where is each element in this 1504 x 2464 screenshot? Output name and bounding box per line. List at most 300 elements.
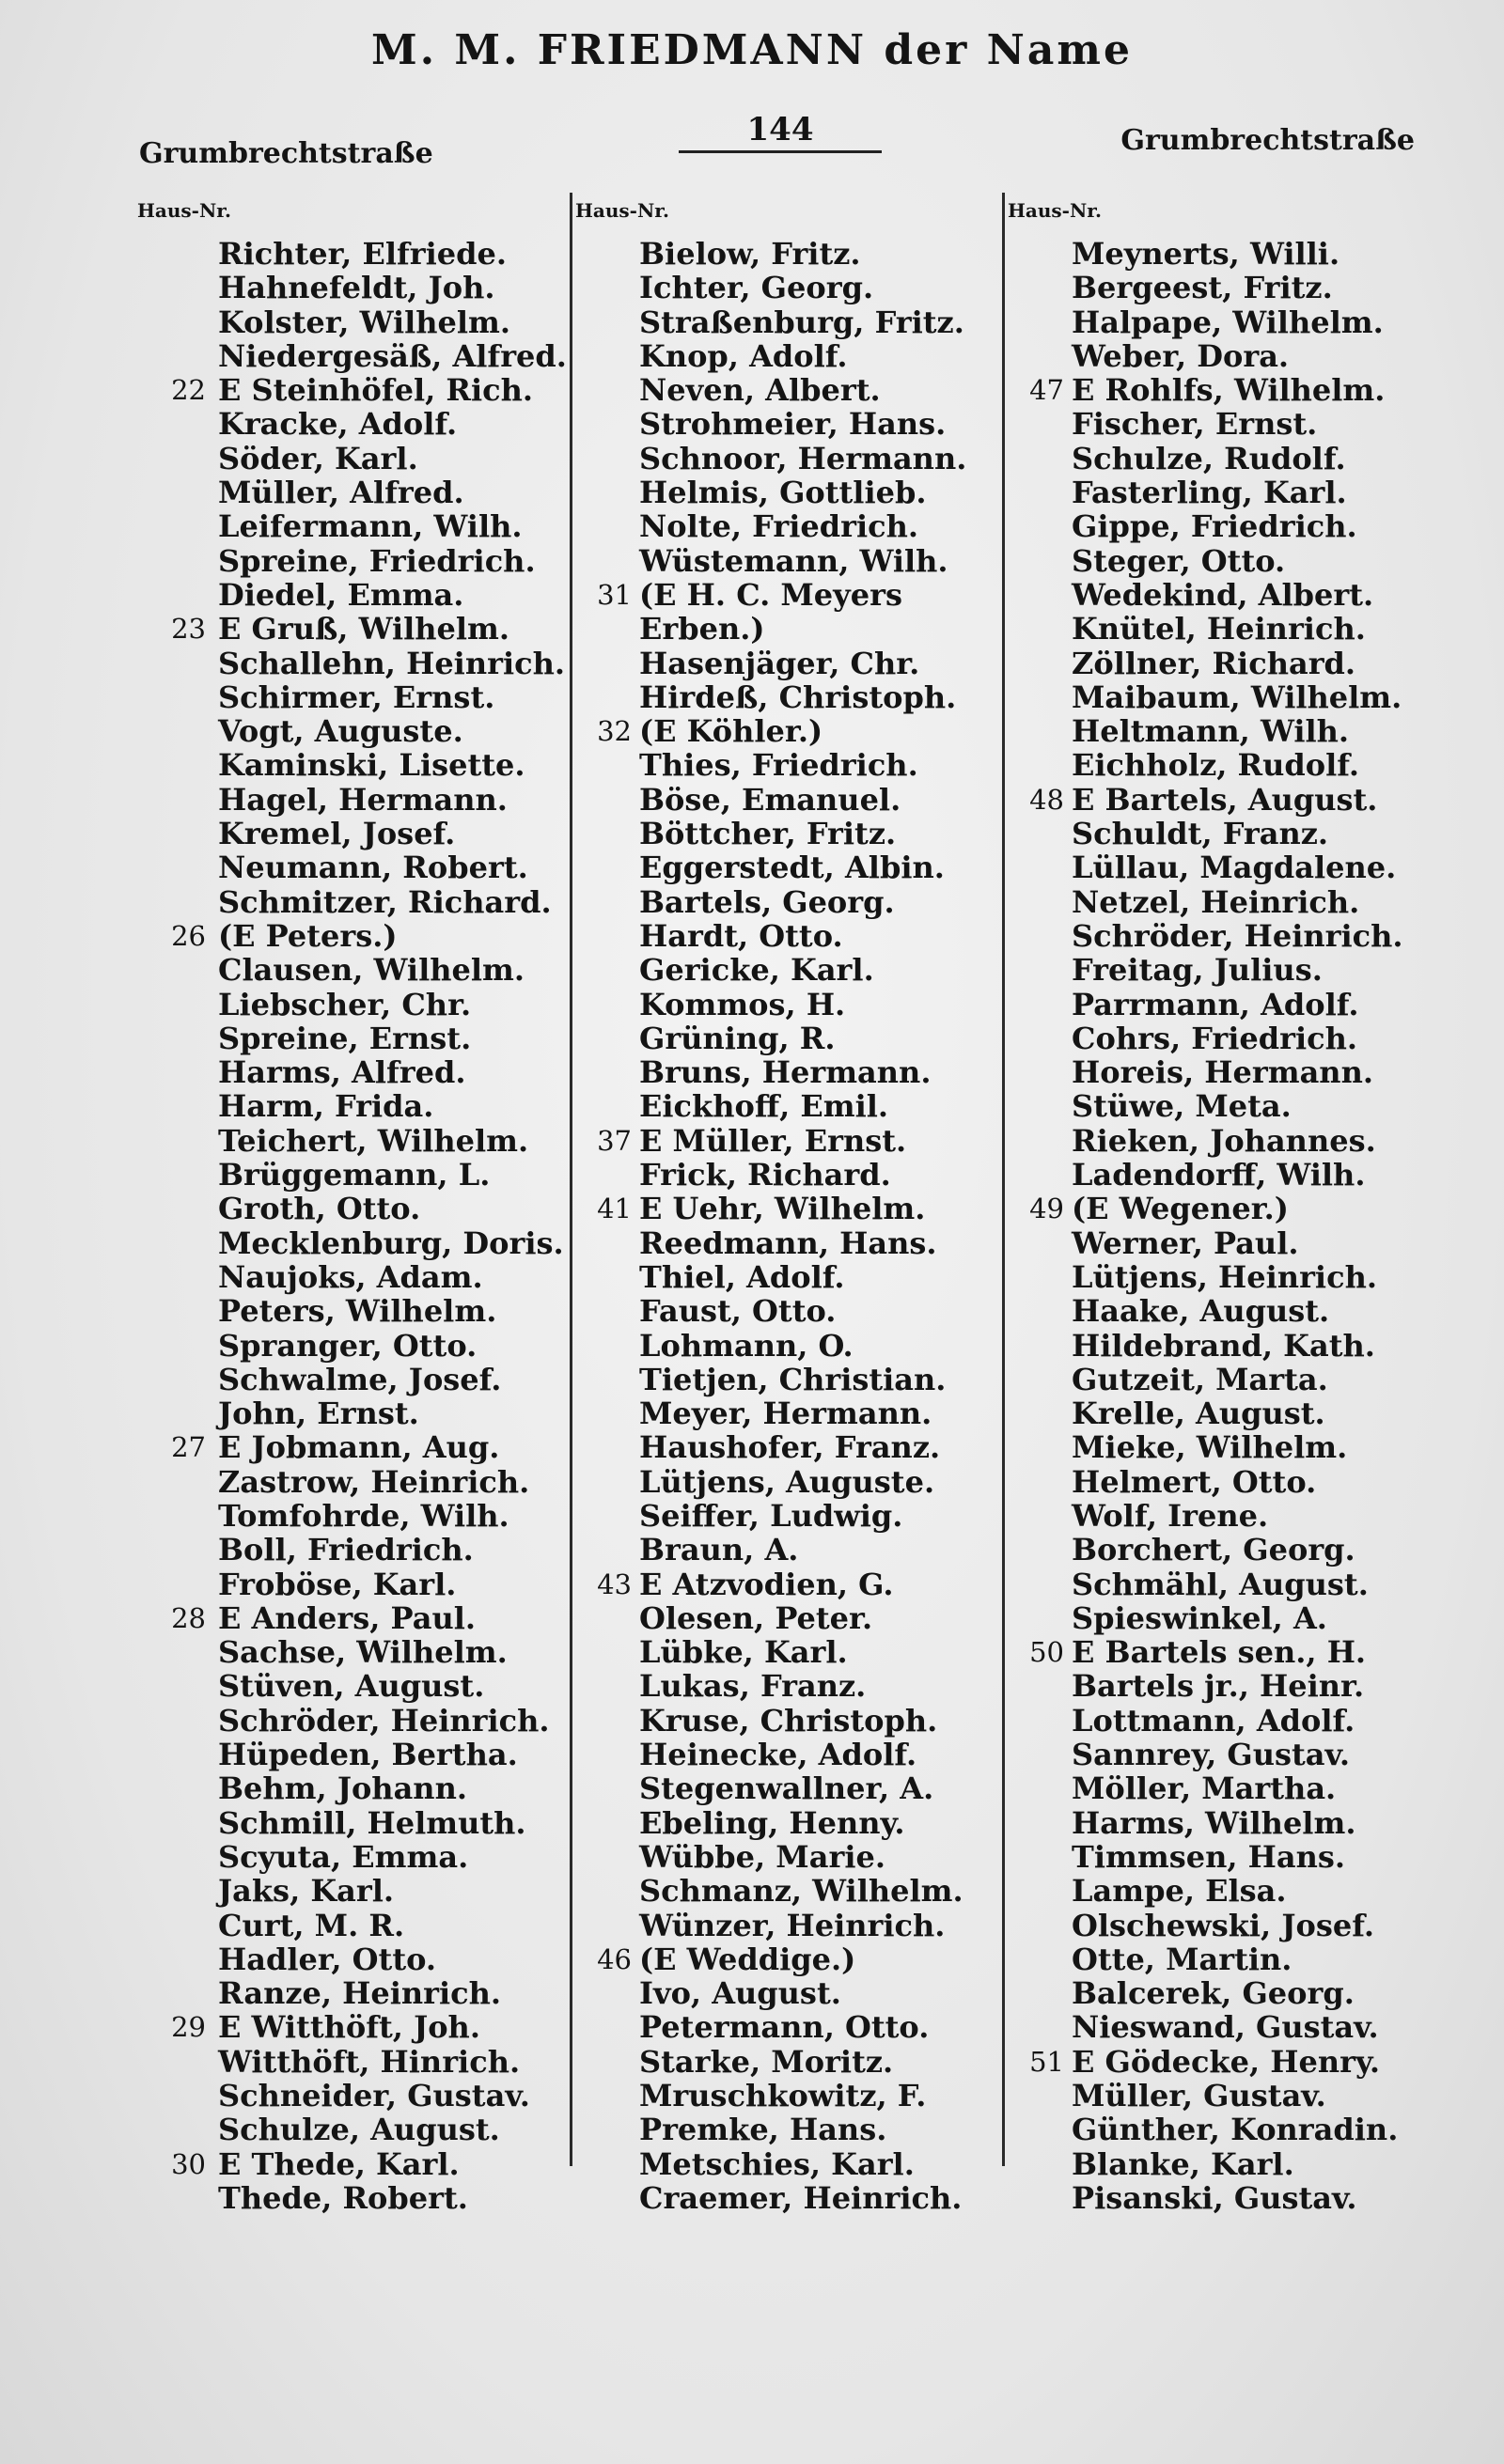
resident-entry [581,1329,995,1363]
resident-name: Knütel, Heinrich. [1072,611,1366,647]
resident-entry [581,1874,995,1908]
resident-name: Kommos, H. [639,986,846,1022]
resident-name: Schmill, Helmuth. [218,1804,526,1841]
resident-name: Wübbe, Marie. [639,1838,885,1875]
resident-name: Hüpeden, Bertha. [218,1737,518,1773]
page-number-rule [679,150,882,153]
street-name-left: Grumbrechtstraße [139,137,433,170]
resident-entry [581,1192,995,1225]
resident-entry [160,988,573,1021]
column-1-header: Haus-Nr. [137,199,231,222]
resident-name: Freitag, Julius. [1072,952,1323,989]
resident-name: Kracke, Adolf. [218,406,458,443]
resident-name: Peters, Wilhelm. [218,1293,497,1330]
resident-name: Witthöft, Hinrich. [218,2043,521,2080]
resident-name: Schallehn, Heinrich. [218,645,565,681]
resident-entry [160,783,573,817]
resident-name: E Thede, Karl. [218,2145,460,2182]
resident-name: Hildebrand, Kath. [1072,1327,1375,1364]
resident-name: Sachse, Wilhelm. [218,1634,508,1671]
resident-entry [1013,1669,1474,1703]
column-2-header: Haus-Nr. [575,199,669,222]
resident-name: Ebeling, Henny. [639,1804,905,1841]
resident-entry [160,2045,573,2079]
resident-name: Wünzer, Heinrich. [639,1907,946,1943]
resident-entry [581,2113,995,2146]
resident-name: Spreine, Ernst. [218,1020,472,1056]
house-number: 29 [171,2011,206,2044]
resident-name: Thiel, Adolf. [639,1258,845,1295]
resident-entry [1013,1226,1474,1260]
resident-entry [1013,1840,1474,1874]
resident-name: Müller, Alfred. [218,475,464,511]
resident-name: Lütjens, Auguste. [639,1463,935,1500]
resident-name: Strohmeier, Hans. [639,406,947,443]
resident-entry [1013,442,1474,476]
resident-entry [1013,850,1474,884]
resident-name: Eichholz, Rudolf. [1072,747,1360,784]
resident-entry [1013,1635,1474,1669]
resident-entry [160,1738,573,1771]
house-number: 41 [597,1193,632,1225]
resident-entry [160,1260,573,1294]
resident-entry [1013,1738,1474,1771]
resident-entry [160,1635,573,1669]
resident-name: Bielow, Fritz. [639,236,861,272]
resident-entry [581,1055,995,1089]
resident-entry [160,1192,573,1225]
resident-entry [1013,748,1474,782]
resident-name: Otte, Martin. [1072,1941,1292,1977]
resident-name: Olesen, Peter. [639,1599,873,1636]
resident-entry [160,1942,573,1976]
resident-entry [581,1704,995,1738]
resident-entry [581,1669,995,1703]
resident-name: Clausen, Wilhelm. [218,952,525,989]
resident-entry [1013,1909,1474,1942]
resident-entry [581,919,995,953]
resident-name: Kremel, Josef. [218,816,456,852]
resident-name: Hadler, Otto. [218,1941,437,1977]
resident-entry [1013,817,1474,850]
resident-name: Vogt, Auguste. [218,713,463,750]
resident-entry [581,1363,995,1396]
resident-entry [581,1465,995,1499]
resident-name: Craemer, Heinrich. [639,2179,963,2216]
resident-entry [581,339,995,373]
resident-name: E Anders, Paul. [218,1599,477,1636]
resident-entry [160,1669,573,1703]
resident-entry [581,2079,995,2113]
resident-entry [581,953,995,987]
resident-entry [1013,1430,1474,1464]
resident-name: E Rohlfs, Wilhelm. [1072,372,1386,409]
resident-name: Horeis, Hermann. [1072,1054,1373,1091]
resident-entry [1013,305,1474,339]
resident-name: Ichter, Georg. [639,270,874,306]
resident-entry [160,2010,573,2044]
resident-name: Bergeest, Fritz. [1072,270,1333,306]
resident-entry [160,339,573,373]
resident-name: Harms, Wilhelm. [1072,1804,1356,1841]
resident-name: Grüning, R. [639,1020,836,1056]
resident-entry [160,647,573,680]
resident-name: Fischer, Ernst. [1072,406,1318,443]
resident-name: Spieswinkel, A. [1072,1599,1327,1636]
resident-entry [1013,1329,1474,1363]
resident-entry [160,1430,573,1464]
resident-entry [1013,1874,1474,1908]
resident-entry [160,271,573,304]
resident-entry [160,305,573,339]
house-number: 46 [597,1942,632,1975]
house-number: 22 [171,374,206,407]
resident-name: Haake, August. [1072,1293,1330,1330]
resident-entry [581,1942,995,1976]
resident-entry [160,1055,573,1089]
resident-name: Nolte, Friedrich. [639,508,918,545]
resident-entry [1013,2010,1474,2044]
resident-entry [581,237,995,271]
resident-name: Gippe, Friedrich. [1072,508,1357,545]
resident-entry [581,544,995,578]
resident-entry [581,1089,995,1123]
house-number: 51 [1029,2045,1064,2078]
resident-name: Bartels jr., Heinr. [1072,1668,1365,1705]
resident-name: Schröder, Heinrich. [218,1702,550,1739]
resident-entry [1013,1806,1474,1840]
resident-name: Helmis, Gottlieb. [639,475,927,511]
resident-entry [160,1567,573,1601]
resident-name: Teichert, Wilhelm. [218,1122,529,1159]
resident-name: Schmanz, Wilhelm. [639,1873,964,1910]
resident-entry [160,919,573,953]
resident-entry [1013,373,1474,407]
resident-entry [581,373,995,407]
resident-name: Meyer, Hermann. [639,1396,932,1432]
resident-name: Kruse, Christoph. [639,1702,938,1739]
resident-name: Neumann, Robert. [218,850,528,886]
resident-entry [581,1840,995,1874]
house-number: 23 [171,613,206,646]
resident-entry [581,1158,995,1192]
resident-entry [160,1158,573,1192]
resident-name: Richter, Elfriede. [218,236,508,272]
resident-name: Hagel, Hermann. [218,781,508,818]
resident-entry [1013,2113,1474,2146]
resident-entry [1013,2045,1474,2079]
resident-name: Metschies, Karl. [639,2145,915,2182]
resident-name: Schmitzer, Richard. [218,883,552,920]
resident-entry [160,1704,573,1738]
resident-entry [1013,612,1474,646]
resident-entry [581,305,995,339]
resident-name: Straßenburg, Fritz. [639,304,964,340]
resident-name: Gutzeit, Marta. [1072,1361,1328,1397]
resident-name: Müller, Gustav. [1072,2078,1326,2114]
resident-entry [581,1260,995,1294]
resident-name: Hahnefeldt, Joh. [218,270,495,306]
resident-entry [1013,271,1474,304]
resident-name: Liebscher, Chr. [218,986,472,1022]
resident-name: Niedergesäß, Alfred. [218,337,567,374]
resident-entry [581,988,995,1021]
resident-name: Stegenwallner, A. [639,1770,934,1807]
resident-name: Spranger, Otto. [218,1327,478,1364]
resident-entry [1013,509,1474,543]
resident-name: Lottmann, Adolf. [1072,1702,1355,1739]
resident-entry [581,1533,995,1567]
resident-entry [1013,1567,1474,1601]
resident-entry [160,612,573,646]
resident-name: Ranze, Heinrich. [218,1975,502,2012]
resident-name: Eggerstedt, Albin. [639,850,945,886]
resident-entry [1013,1089,1474,1123]
resident-entry [160,407,573,441]
resident-name: (E Wegener.) [1072,1191,1289,1227]
resident-entry [581,1021,995,1055]
resident-name: Heltmann, Wilh. [1072,713,1350,750]
resident-name: Hirdeß, Christoph. [639,678,957,715]
resident-name: Balcerek, Georg. [1072,1975,1355,2012]
resident-entry [160,1363,573,1396]
resident-entry [160,1533,573,1567]
resident-entry [160,373,573,407]
resident-name: Olschewski, Josef. [1072,1907,1374,1943]
resident-entry [160,476,573,509]
resident-name: Frick, Richard. [639,1157,891,1193]
house-number: 47 [1029,374,1064,407]
resident-entry [581,748,995,782]
resident-name: E Müller, Ernst. [639,1122,907,1159]
resident-entry [160,1396,573,1430]
resident-entry [581,1430,995,1464]
resident-name: Schmähl, August. [1072,1566,1369,1602]
resident-name: Scyuta, Emma. [218,1838,469,1875]
resident-entry [160,1601,573,1635]
resident-name: Werner, Paul. [1072,1224,1299,1261]
resident-entry [160,850,573,884]
resident-entry [160,1499,573,1533]
column-3-header: Haus-Nr. [1008,199,1102,222]
resident-name: E Witthöft, Joh. [218,2009,480,2046]
resident-entry [160,1089,573,1123]
resident-name: Mieke, Wilhelm. [1072,1429,1348,1466]
resident-name: Schwalme, Josef. [218,1361,502,1397]
house-number: 48 [1029,783,1064,816]
resident-name: Krelle, August. [1072,1396,1325,1432]
resident-entry [581,1909,995,1942]
resident-entry [1013,1192,1474,1225]
resident-entry [1013,1260,1474,1294]
resident-name: Braun, A. [639,1532,799,1568]
resident-name: E Gödecke, Henry. [1072,2043,1381,2080]
resident-name: Söder, Karl. [218,440,418,476]
resident-name: Kolster, Wilhelm. [218,304,511,340]
resident-entry [1013,2181,1474,2215]
resident-entry [160,1909,573,1942]
resident-entry [160,2181,573,2215]
resident-entry [1013,237,1474,271]
resident-name: Curt, M. R. [218,1907,405,1943]
resident-name: Helmert, Otto. [1072,1463,1317,1500]
resident-name: Möller, Martha. [1072,1770,1337,1807]
house-number: 28 [171,1601,206,1634]
resident-entry [160,1874,573,1908]
resident-name: Tomfohrde, Wilh. [218,1497,509,1534]
resident-entry [581,885,995,919]
resident-entry [581,1124,995,1158]
resident-entry [1013,578,1474,612]
resident-entry [581,476,995,509]
resident-name: Lohmann, O. [639,1327,854,1364]
resident-name: Lütjens, Heinrich. [1072,1258,1377,1295]
resident-entry [160,1124,573,1158]
resident-name: Lüllau, Magdalene. [1072,850,1397,886]
resident-entry [581,1976,995,2010]
resident-name: Pisanski, Gustav. [1072,2179,1357,2216]
resident-entry [1013,1124,1474,1158]
resident-entry [1013,476,1474,509]
resident-entry [1013,1976,1474,2010]
resident-name: Eickhoff, Emil. [639,1088,889,1125]
resident-entry [581,1226,995,1260]
resident-entry [581,680,995,714]
resident-name: Erben.) [639,611,765,647]
resident-entry [160,544,573,578]
resident-name: Boll, Friedrich. [218,1532,474,1568]
resident-entry [160,1465,573,1499]
resident-name: Leifermann, Wilh. [218,508,523,545]
resident-name: Schirmer, Ernst. [218,678,495,715]
resident-name: Lukas, Franz. [639,1668,867,1705]
resident-entry [1013,339,1474,373]
resident-name: Harms, Alfred. [218,1054,466,1091]
resident-name: Zöllner, Richard. [1072,645,1356,681]
resident-entry [160,2113,573,2146]
house-number: 27 [171,1431,206,1464]
resident-entry [1013,1704,1474,1738]
resident-name: Hardt, Otto. [639,917,843,954]
resident-name: E Bartels, August. [1072,781,1378,818]
resident-entry [1013,1158,1474,1192]
resident-entry [160,680,573,714]
resident-name: Groth, Otto. [218,1191,421,1227]
house-number: 31 [597,578,632,611]
resident-entry [581,2010,995,2044]
resident-name: E Bartels sen., H. [1072,1634,1367,1671]
resident-name: (E Köhler.) [639,713,823,750]
resident-entry [160,2147,573,2181]
resident-name: Stüwe, Meta. [1072,1088,1292,1125]
resident-name: Schnoor, Hermann. [639,440,967,476]
resident-name: Wedekind, Albert. [1072,576,1374,613]
resident-entry [1013,407,1474,441]
resident-name: (E H. C. Meyers [639,576,902,613]
resident-name: Froböse, Karl. [218,1566,457,1602]
resident-name: Bartels, Georg. [639,883,895,920]
resident-name: Starke, Moritz. [639,2043,894,2080]
resident-name: Steger, Otto. [1072,542,1286,579]
resident-name: Knop, Adolf. [639,337,848,374]
resident-name: (E Peters.) [218,917,398,954]
resident-entry [1013,680,1474,714]
resident-entry [160,1021,573,1055]
resident-name: Petermann, Otto. [639,2009,930,2046]
resident-entry [160,1329,573,1363]
resident-entry [160,1976,573,2010]
resident-entry [1013,1465,1474,1499]
resident-name: Bruns, Hermann. [639,1054,932,1091]
resident-entry [160,953,573,987]
resident-name: Blanke, Karl. [1072,2145,1294,2182]
resident-column-2 [581,237,995,2215]
resident-name: Meynerts, Willi. [1072,236,1340,272]
resident-name: Lampe, Elsa. [1072,1873,1287,1910]
resident-entry [1013,1533,1474,1567]
resident-name: Thede, Robert. [218,2179,468,2216]
resident-entry [581,2045,995,2079]
resident-name: Seiffer, Ludwig. [639,1497,903,1534]
resident-name: Premke, Hans. [639,2112,887,2148]
resident-name: Ladendorff, Wilh. [1072,1157,1366,1193]
resident-name: Weber, Dora. [1072,337,1290,374]
house-number: 50 [1029,1636,1064,1669]
page-title: M. M. FRIEDMANN der Name [371,26,1133,74]
resident-name: (E Weddige.) [639,1941,856,1977]
resident-entry [581,2181,995,2215]
resident-name: Brüggemann, L. [218,1157,491,1193]
resident-name: E Atzvodien, G. [639,1566,894,1602]
resident-name: Neven, Albert. [639,372,881,409]
resident-entry [160,237,573,271]
resident-name: Diedel, Emma. [218,576,464,613]
resident-name: E Jobmann, Aug. [218,1429,500,1466]
resident-entry [581,509,995,543]
resident-name: Hasenjäger, Chr. [639,645,920,681]
house-number: 49 [1029,1193,1064,1225]
resident-entry [1013,1771,1474,1805]
resident-name: Schulze, August. [218,2112,500,2148]
resident-name: Naujoks, Adam. [218,1258,483,1295]
resident-entry [1013,2079,1474,2113]
resident-entry [1013,1601,1474,1635]
resident-entry [160,442,573,476]
resident-name: Spreine, Friedrich. [218,542,536,579]
resident-entry [581,1499,995,1533]
resident-name: Schulze, Rudolf. [1072,440,1346,476]
resident-name: Netzel, Heinrich. [1072,883,1360,920]
resident-name: Tietjen, Christian. [639,1361,947,1397]
resident-entry [1013,1942,1474,1976]
resident-entry [160,748,573,782]
resident-name: Jaks, Karl. [218,1873,395,1910]
resident-name: E Steinhöfel, Rich. [218,372,534,409]
resident-entry [160,1226,573,1260]
resident-entry [581,1294,995,1328]
resident-name: Zastrow, Heinrich. [218,1463,530,1500]
resident-entry [1013,1055,1474,1089]
page-number: 144 [746,111,814,148]
resident-name: Sannrey, Gustav. [1072,1737,1351,1773]
resident-entry [1013,885,1474,919]
house-number: 32 [597,715,632,748]
resident-entry [581,1635,995,1669]
resident-entry [1013,1499,1474,1533]
resident-entry [581,1771,995,1805]
resident-entry [1013,1363,1474,1396]
resident-entry [581,714,995,748]
